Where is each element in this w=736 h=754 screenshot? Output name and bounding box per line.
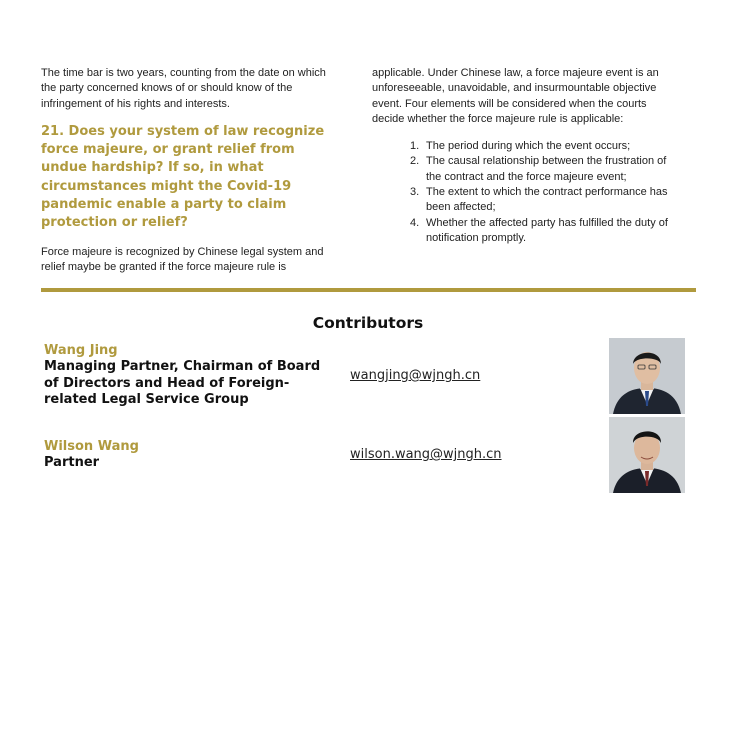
contributor-wilson-wang [44,439,334,472]
section-divider [41,288,696,292]
contributor-name: Wang Jing [44,343,118,358]
time-bar-paragraph: The time bar is two years, counting from the date on which the party concerned knows of or should know of the infringement of his rights and interests. [41,67,326,110]
contributor-wang-jing [44,343,334,409]
contributor-email-link[interactable]: wilson.wang@wjngh.cn [350,447,502,462]
list-item: 3. The extent to which the contract performance has been affected; [410,186,668,214]
contributor-email-link[interactable]: wangjing@wjngh.cn [350,368,481,383]
force-majeure-elements-list [372,139,672,246]
force-majeure-answer-continued: applicable. Under Chinese law, a force majeure event is an unforeseeable, unavoidable, and insurmountable objective event. Four elements will be considered when the courts decide whether the force majeure rule is applicable: [372,67,659,125]
contributors-heading: Contributors [312,314,424,332]
list-item: 1. The period during which the event occurs; [410,140,631,153]
contributor-photo [609,338,685,414]
question-21-heading: 21. Does your system of law recognize force majeure, or grant relief from undue hardship? If so, in what circumstances might the Covid-19 pandemic enable a party to claim protection or relief? [41,123,325,231]
contributor-photo [609,417,685,493]
contributor-name: Wilson Wang [44,439,139,454]
contributor-role: Managing Partner, Chairman of Board of Directors and Head of Foreign-related Legal Service Group [44,359,321,407]
right-column [372,66,672,246]
list-item: 2. The causal relationship between the frustration of the contract and the force majeure event; [410,155,667,183]
contributor-role: Partner [44,455,100,470]
force-majeure-answer-start: Force majeure is recognized by Chinese legal system and relief maybe be granted if the force majeure rule is [41,245,324,273]
left-column [41,66,341,275]
list-item: 4. Whether the affected party has fulfilled the duty of notification promptly. [410,216,668,244]
